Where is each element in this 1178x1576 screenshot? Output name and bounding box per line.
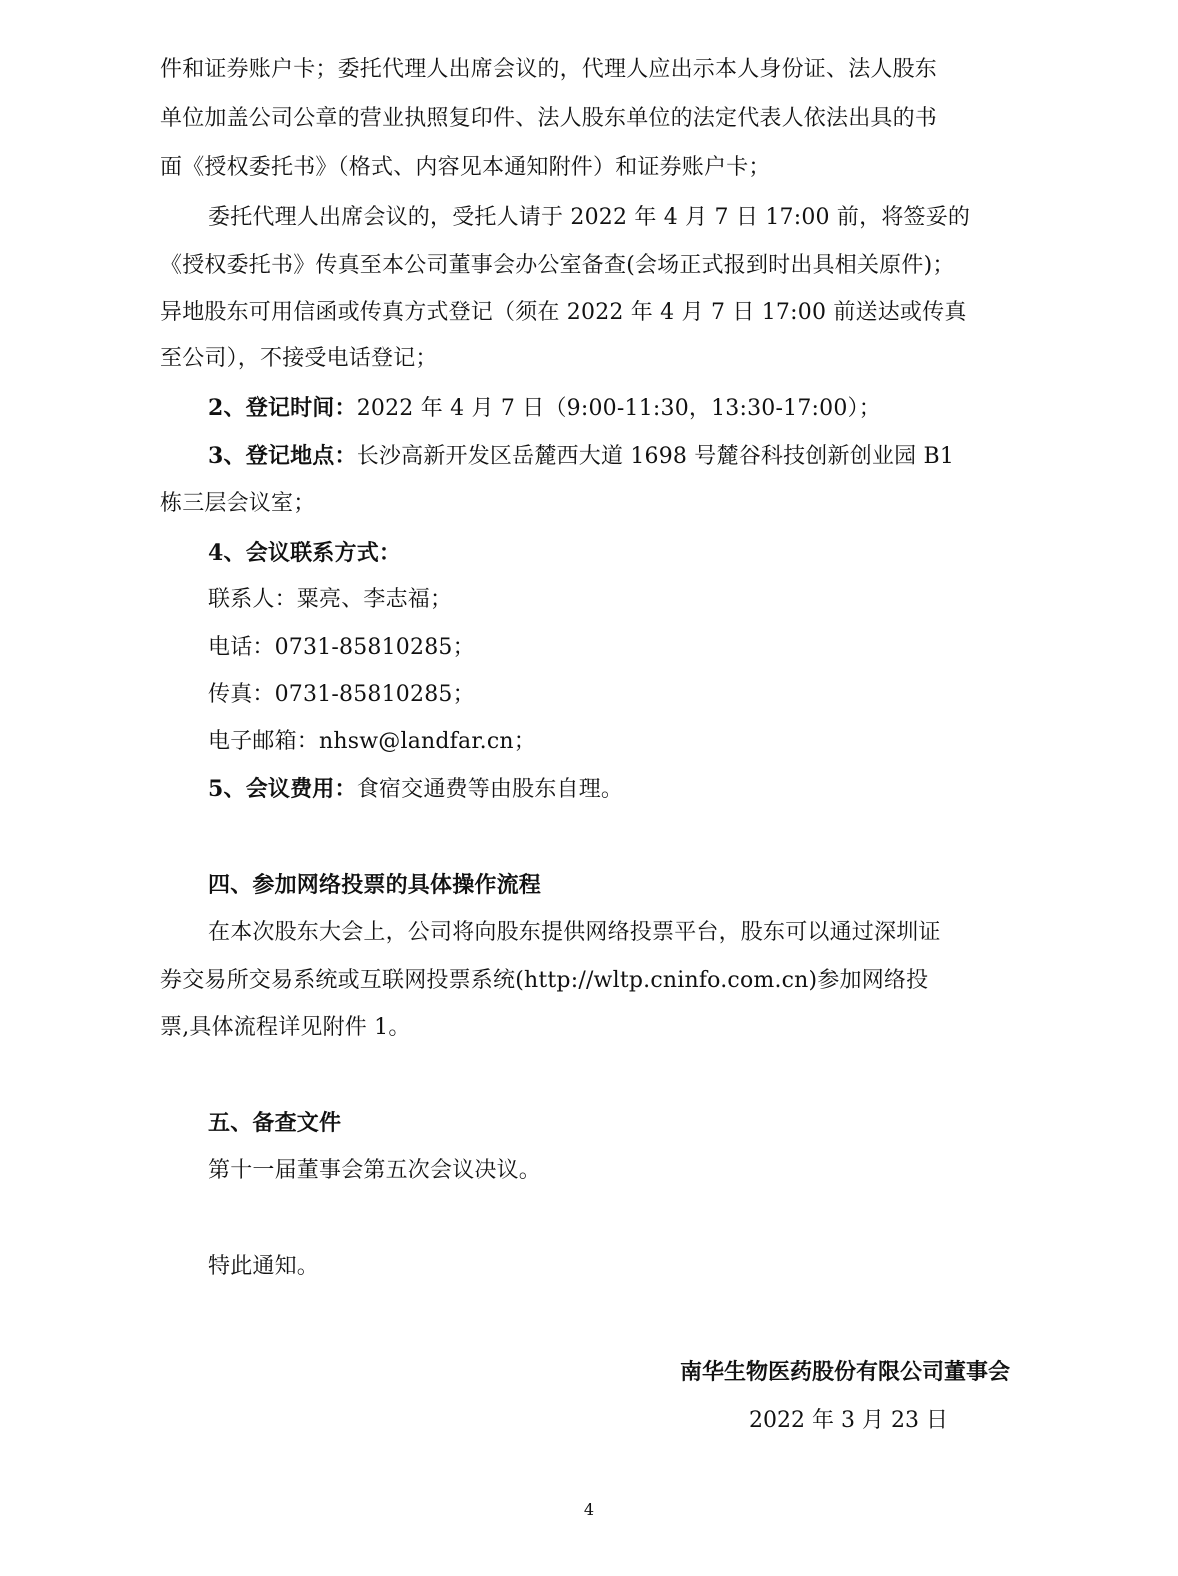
paragraph-line: 第十一届董事会第五次会议决议。: [208, 1158, 542, 1183]
section-title: 四、参加网络投票的具体操作流程: [208, 872, 542, 898]
registration-location-label: 3、登记地点：: [208, 443, 357, 469]
section-title: 五、备查文件: [208, 1110, 342, 1136]
meeting-fees-value: 食宿交通费等由股东自理。: [356, 777, 624, 802]
paragraph-line: 委托代理人出席会议的，受托人请于 2022 年 4 月 7 日 17:00 前，将签妥的: [208, 205, 971, 230]
closing-text: 特此通知。: [208, 1254, 320, 1279]
meeting-fees-label: 5、会议费用：: [208, 776, 357, 802]
registration-time-value: 2022 年 4 月 7 日（9:00-11:30，13:30-17:00）；: [356, 396, 881, 421]
contact-email: 电子邮箱：nhsw@landfar.cn；: [208, 729, 536, 754]
registration-location-cont: 栋三层会议室；: [160, 491, 316, 516]
registration-time-label: 2、登记时间：: [208, 395, 357, 421]
paragraph-line: 券交易所交易系统或互联网投票系统(http://wltp.cninfo.com.cn)参加网络投: [160, 968, 929, 993]
paragraph-line: 在本次股东大会上，公司将向股东提供网络投票平台，股东可以通过深圳证: [208, 920, 941, 945]
paragraph-line: 件和证券账户卡；委托代理人出席会议的，代理人应出示本人身份证、法人股东: [160, 57, 938, 82]
registration-location-value: 长沙高新开发区岳麓西大道 1698 号麓谷科技创新创业园 B1: [356, 444, 955, 469]
paragraph-line: 至公司），不接受电话登记；: [160, 346, 438, 371]
contact-person: 联系人：粟亮、李志福；: [208, 587, 453, 612]
page-number: 4: [583, 1500, 595, 1519]
signature-date: 2022 年 3 月 23 日: [749, 1408, 948, 1433]
paragraph-line: 《授权委托书》传真至本公司董事会办公室备查(会场正式报到时出具相关原件)；: [160, 253, 955, 278]
contact-phone: 电话：0731-85810285；: [208, 635, 475, 660]
registration-location: [208, 441, 1020, 472]
contact-heading: 4、会议联系方式：: [208, 540, 402, 566]
paragraph-line: 面《授权委托书》（格式、内容见本通知附件）和证券账户卡；: [160, 155, 771, 180]
signature-organization: 南华生物医药股份有限公司董事会: [679, 1359, 1010, 1385]
paragraph-line: 异地股东可用信函或传真方式登记（须在 2022 年 4 月 7 日 17:00 前送达或传真: [160, 300, 967, 325]
paragraph-line: 单位加盖公司公章的营业执照复印件、法人股东单位的法定代表人依法出具的书: [160, 106, 938, 131]
paragraph-line: 票,具体流程详见附件 1。: [160, 1015, 411, 1040]
registration-time: [208, 393, 1020, 424]
contact-fax: 传真：0731-85810285；: [208, 682, 475, 707]
meeting-fees: [208, 774, 1020, 805]
